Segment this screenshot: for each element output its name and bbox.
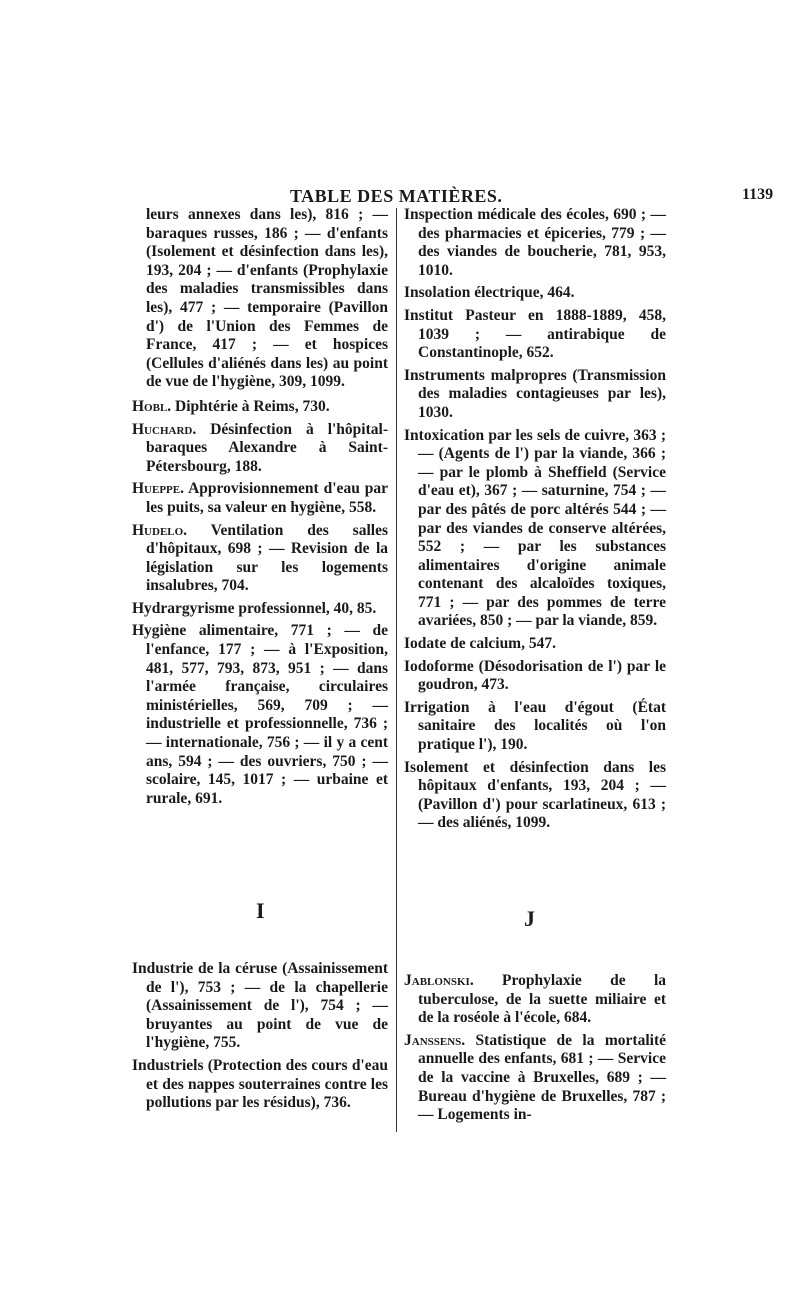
entry-author: Hobl. bbox=[132, 397, 172, 415]
column-divider bbox=[396, 208, 397, 1132]
index-entry-insolation bbox=[404, 284, 666, 303]
entry-author: Hueppe. bbox=[132, 480, 184, 498]
index-entry-jablonski bbox=[404, 972, 666, 1028]
index-entry-janssens bbox=[404, 1032, 666, 1125]
index-entry-huchard bbox=[132, 421, 388, 477]
index-entry-hydrargyrisme bbox=[132, 600, 388, 619]
section-j-entries bbox=[404, 972, 666, 1129]
entry-text: Hydrargyrisme professionnel, 40, 85. bbox=[132, 599, 377, 617]
entry-text: Hygiène alimentaire, 771 ; — de l'enfance, 177 ; — à l'Exposition, 481, 577, 793, 873, 951 ; — dans l'armée française, circulaires ministérielles, 569, 709 ; — industrielle et professionnelle, 736 ; — internationale, 756 ; — il y a cent ans, 594 ; — des ouvriers, 750 ; — scolaire, 145, 1017 ; — urbaine et rurale, 691. bbox=[132, 622, 388, 807]
index-entry-irrigation bbox=[404, 699, 666, 755]
entry-text: Statistique de la mortalité annuelle des enfants, 681 ; — Service de la vaccine à Bruxelles, 689 ; — Bureau d'hygiène de Bruxelles, 787 ; — Logements in- bbox=[418, 1031, 666, 1124]
index-entry-instruments bbox=[404, 367, 666, 423]
index-entry-industrie bbox=[132, 960, 388, 1053]
entry-text: Diphtérie à Reims, 730. bbox=[171, 397, 330, 415]
entry-text: Intoxication par les sels de cuivre, 363 ; — (Agents de l') par la viande, 366 ; — par le plomb à Sheffield (Service d'eau et), 367 ; — saturnine, 754 ; — par des pâtés de porc altérés 544 ; — par des viandes de conserve altérées, 552 ; — par les substances alimentaires d'origine animale contenant des alcaloïdes toxiques, 771 ; — par des pommes de terre avariées, 850 ; — par la viande, 859. bbox=[404, 426, 666, 630]
entry-text: Inspection médicale des écoles, 690 ; — des pharmacies et épiceries, 779 ; — des viandes de boucherie, 781, 953, 1010. bbox=[404, 206, 666, 279]
section-letter-j: J bbox=[524, 906, 535, 931]
section-letter-i: I bbox=[256, 898, 265, 923]
entry-text: Irrigation à l'eau d'égout (État sanitaire des localités où l'on pratique l'), 190. bbox=[404, 698, 666, 754]
index-entry-iodoforme bbox=[404, 658, 666, 695]
entry-text: Isolement et désinfection dans les hôpitaux d'enfants, 193, 204 ; — (Pavillon d') pour scarlatineux, 613 ; — des aliénés, 1099. bbox=[404, 758, 666, 832]
entry-author: Janssens. bbox=[404, 1031, 466, 1049]
section-i-entries bbox=[132, 960, 388, 1117]
index-entry-hudelo bbox=[132, 522, 388, 596]
index-entry-intoxication bbox=[404, 427, 666, 632]
entry-text: Approvisionnement d'eau par les puits, sa valeur en hygiène, 558. bbox=[146, 480, 388, 516]
entry-text: Industrie de la céruse (Assainissement de l'), 753 ; — de la chapellerie (Assainissement de l'), 754 ; — bruyantes au point de vue de l'hygiène, 755. bbox=[132, 960, 388, 1052]
index-entry-institut bbox=[404, 307, 666, 363]
entry-text: Insolation électrique, 464. bbox=[404, 284, 575, 302]
continued-entry: leurs annexes dans les), 816 ; — baraques russes, 186 ; — d'enfants (Isolement et désinfection dans les), 193, 204 ; — d'enfants (Prophylaxie des maladies transmissibles dans les), 477 ; — temporaire (Pavillon d') de l'Union des Femmes de France, 417 ; — et hospices (Cellules d'aliénés dans les) au point de vue de l'hygiène, 309, 1099. bbox=[146, 206, 388, 391]
entry-author: Hudelo. bbox=[132, 521, 188, 539]
index-entry-iodate bbox=[404, 635, 666, 654]
entry-author: Huchard. bbox=[132, 420, 197, 438]
page-number: 1139 bbox=[742, 186, 774, 203]
entry-text: Institut Pasteur en 1888-1889, 458, 1039 ; — antirabique de Constantinople, 652. bbox=[404, 306, 666, 362]
index-entry-hobl bbox=[132, 398, 388, 417]
entry-author: Jablonski. bbox=[404, 972, 474, 989]
index-entry-hueppe bbox=[132, 480, 388, 517]
entry-text: Industriels (Protection des cours d'eau et des nappes souterraines contre les pollutions par les résidus), 736. bbox=[132, 1056, 388, 1112]
index-entry-isolement bbox=[404, 759, 666, 833]
right-column bbox=[404, 206, 666, 837]
running-header bbox=[0, 186, 800, 210]
index-entry-inspection bbox=[404, 206, 666, 280]
entry-text: Ventilation des salles d'hôpitaux, 698 ; — Revision de la législation sur les logements insalubres, 704. bbox=[146, 521, 388, 595]
index-entry-industriels bbox=[132, 1057, 388, 1113]
entry-text: Iodoforme (Désodorisation de l') par le goudron, 473. bbox=[404, 657, 666, 694]
header-title: TABLE DES MATIÈRES. bbox=[290, 186, 503, 206]
entry-text: Désinfection à l'hôpital-baraques Alexandre à Saint-Pétersbourg, 188. bbox=[146, 420, 388, 475]
left-column bbox=[132, 206, 388, 812]
entry-text: Instruments malpropres (Transmission des maladies contagieuses par les), 1030. bbox=[404, 366, 666, 421]
index-entry-hygiene bbox=[132, 622, 388, 808]
entry-text: Iodate de calcium, 547. bbox=[404, 635, 556, 653]
entry-text: Prophylaxie de la tuberculose, de la suette miliaire et de la roséole à l'école, 684. bbox=[418, 972, 666, 1027]
